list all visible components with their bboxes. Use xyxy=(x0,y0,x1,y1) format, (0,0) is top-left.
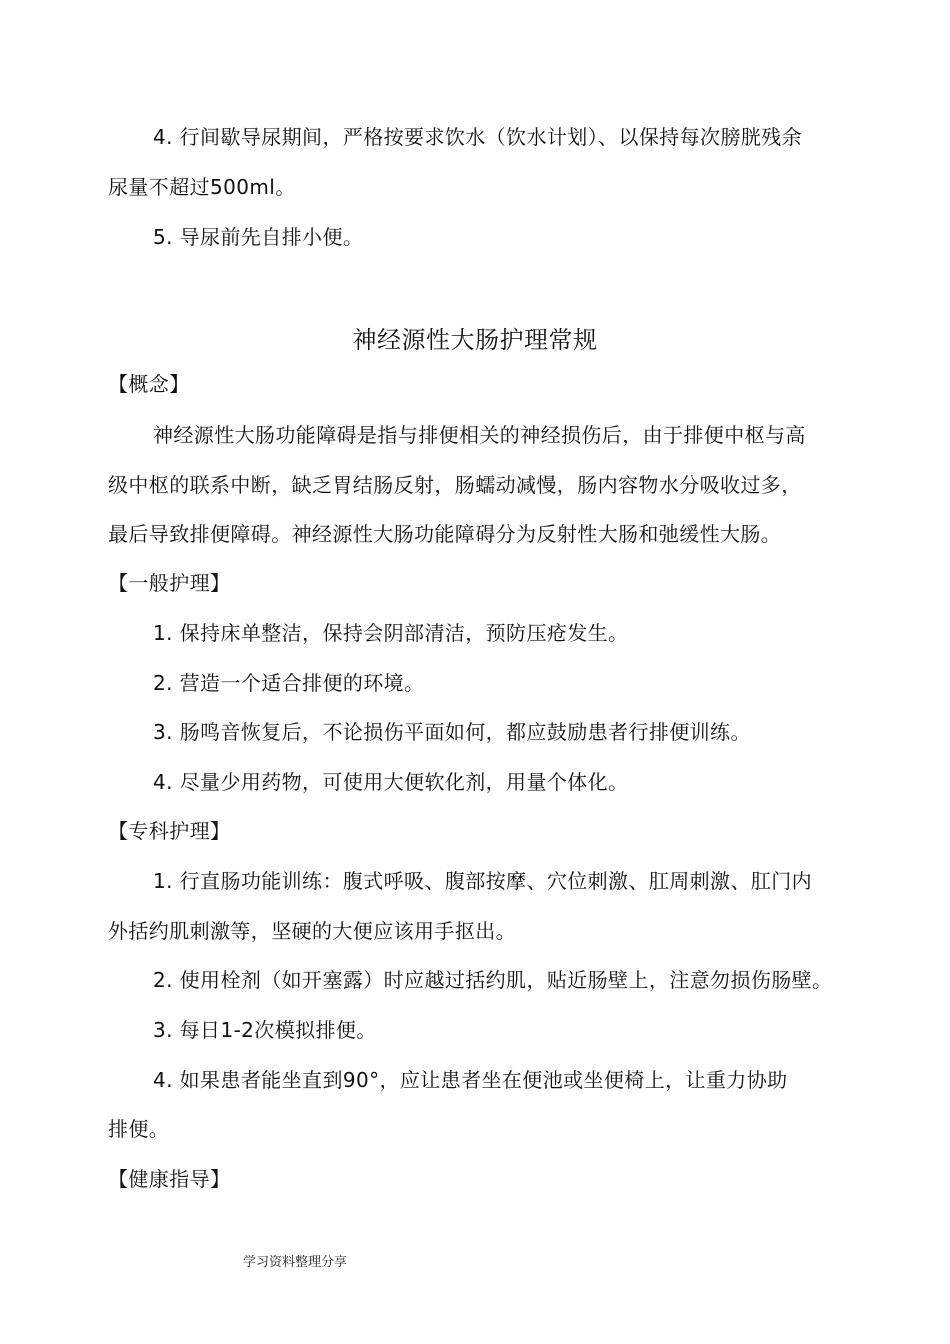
list-item: 4. 尽量少用药物，可使用大便软化剂，用量个体化。 xyxy=(153,770,629,794)
subsection-title: 【概念】 xyxy=(108,372,190,396)
subsection-title: 【专科护理】 xyxy=(108,819,231,843)
page-footer: 学习资料整理分享 xyxy=(243,1255,348,1270)
list-item: 4. 如果患者能坐直到90°，应让患者坐在便池或坐便椅上，让重力协助 xyxy=(153,1068,788,1092)
paragraph-line: 级中枢的联系中断，缺乏胃结肠反射，肠蠕动减慢，肠内容物水分吸收过多， xyxy=(108,473,802,497)
list-item-continuation: 外括约肌刺激等，坚硬的大便应该用手抠出。 xyxy=(108,919,516,943)
subsection-title: 【一般护理】 xyxy=(108,571,231,595)
paragraph-line: 5. 导尿前先自排小便。 xyxy=(153,225,364,249)
list-item: 2. 营造一个适合排便的环境。 xyxy=(153,671,425,695)
section-heading: 神经源性大肠护理常规 xyxy=(352,326,598,354)
list-item: 1. 行直肠功能训练：腹式呼吸、腹部按摩、穴位刺激、肛周刺激、肛门内 xyxy=(153,869,813,893)
paragraph-line: 神经源性大肠功能障碍是指与排便相关的神经损伤后，由于排便中枢与高 xyxy=(153,423,806,447)
subsection-title: 【健康指导】 xyxy=(108,1167,231,1191)
list-item-continuation: 排便。 xyxy=(108,1117,170,1141)
list-item: 3. 肠鸣音恢复后，不论损伤平面如何，都应鼓励患者行排便训练。 xyxy=(153,720,751,744)
paragraph-line: 尿量不超过500ml。 xyxy=(108,175,296,199)
paragraph-line: 4. 行间歇导尿期间，严格按要求饮水（饮水计划）、以保持每次膀胱残余 xyxy=(153,125,803,149)
list-item: 3. 每日1-2次模拟排便。 xyxy=(153,1018,377,1042)
paragraph-line: 最后导致排便障碍。神经源性大肠功能障碍分为反射性大肠和弛缓性大肠。 xyxy=(108,522,782,546)
list-item: 2. 使用栓剂（如开塞露）时应越过括约肌，贴近肠壁上，注意勿损伤肠壁。 xyxy=(153,968,833,992)
list-item: 1. 保持床单整洁，保持会阴部清洁，预防压疮发生。 xyxy=(153,621,629,645)
